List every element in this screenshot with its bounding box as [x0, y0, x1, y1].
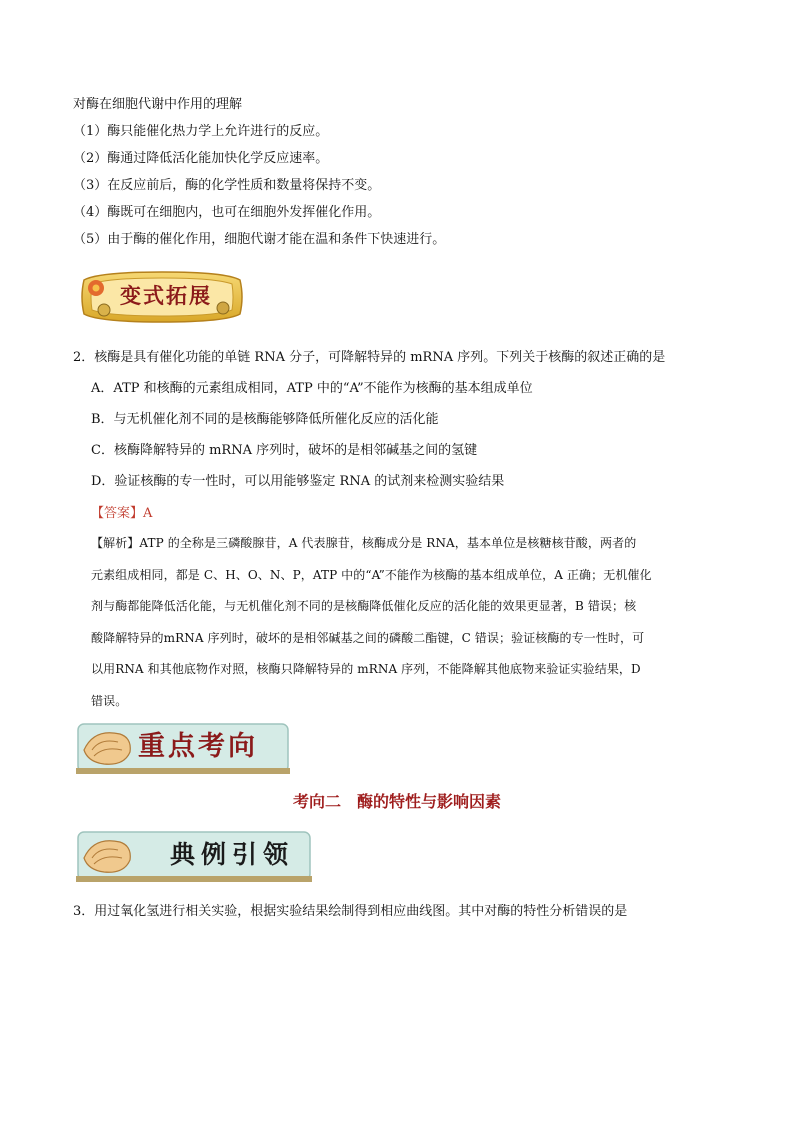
example-banner — [74, 828, 314, 884]
intro-point: （3）在反应前后，酶的化学性质和数量将保持不变。 — [73, 178, 381, 193]
intro-point: （5）由于酶的催化作用，细胞代谢才能在温和条件下快速进行。 — [73, 232, 446, 247]
question-2-option-c: C．核酶降解特异的 mRNA 序列时，破坏的是相邻碱基之间的氢键 — [91, 443, 478, 458]
intro-heading: 对酶在细胞代谢中作用的理解 — [73, 97, 243, 112]
analysis-line: 错误。 — [91, 693, 128, 708]
question-2-option-d: D．验证核酶的专一性时，可以用能够鉴定 RNA 的试剂来检测实验结果 — [91, 474, 505, 489]
variant-banner-label: 变式拓展 — [120, 283, 212, 308]
analysis-line-1 — [91, 528, 731, 560]
variant-banner — [78, 266, 246, 328]
analysis-label: 【解析】 — [91, 536, 140, 550]
section-title: 考向二 酶的特性与影响因素 — [292, 792, 501, 811]
analysis-line: 酸降解特异的mRNA 序列时，破坏的是相邻碱基之间的磷酸二酯键，C 错误；验证核酶的专一性时，可 — [91, 630, 645, 645]
analysis-line: 剂与酶都能降低活化能，与无机催化剂不同的是核酶降低催化反应的活化能的效果更显著，B 错误；核 — [91, 599, 637, 613]
question-3-stem: 3．用过氧化氢进行相关实验，根据实验结果绘制得到相应曲线图。其中对酶的特性分析错误的是 — [73, 904, 628, 919]
answer-value: A — [143, 506, 153, 521]
question-2-stem: 2．核酶是具有催化功能的单链 RNA 分子，可降解特异的 mRNA 序列。下列关于核酶的叙述正确的是 — [73, 350, 666, 365]
analysis-text: ATP 的全称是三磷酸腺苷，A 代表腺苷，核酶成分是 RNA，基本单位是核糖核苷酸，两者的 — [139, 536, 637, 550]
question-2-option-a: A．ATP 和核酶的元素组成相同，ATP 中的“A”不能作为核酶的基本组成单位 — [91, 381, 533, 396]
focus-banner — [74, 720, 292, 776]
question-2-option-b: B．与无机催化剂不同的是核酶能够降低所催化反应的活化能 — [91, 412, 439, 427]
analysis-block — [91, 528, 731, 717]
analysis-line: 元素组成相同，都是 C、H、O、N、P，ATP 中的“A”不能作为核酶的基本组成单位，A 正确；无机催化 — [91, 567, 652, 582]
answer-label: 【答案】 — [91, 506, 144, 521]
intro-point: （4）酶既可在细胞内，也可在细胞外发挥催化作用。 — [73, 205, 381, 220]
intro-point: （2）酶通过降低活化能加快化学反应速率。 — [73, 151, 329, 166]
analysis-line: 以用RNA 和其他底物作对照，核酶只降解特异的 mRNA 序列，不能降解其他底物来验证实验结果，D — [91, 662, 641, 676]
focus-banner-label: 重点考向 — [138, 731, 258, 762]
intro-point: （1）酶只能催化热力学上允许进行的反应。 — [73, 124, 329, 139]
example-banner-label: 典例引领 — [170, 840, 295, 869]
answer-line — [91, 505, 152, 523]
